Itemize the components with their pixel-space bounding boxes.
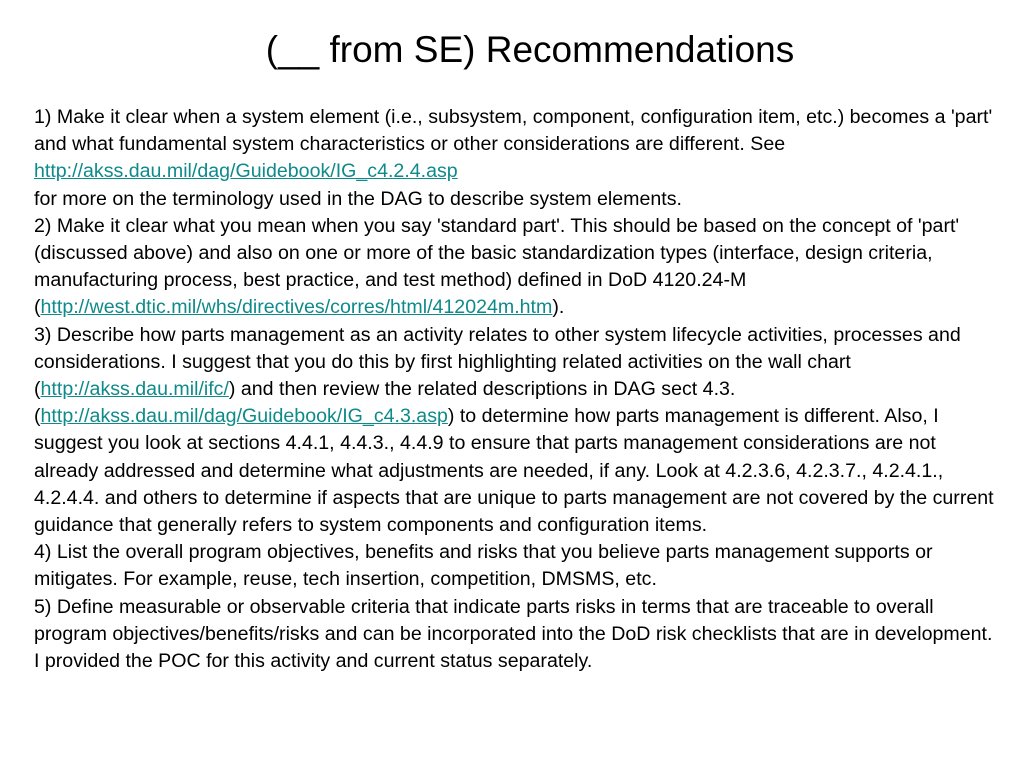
slide-title: (__ from SE) Recommendations [265, 29, 795, 70]
recommendation-1-continued: for more on the terminology used in the DAG to describe system elements. [34, 187, 682, 210]
recommendation-1-text: 1) Make it clear when a system element (i.e., subsystem, component, configuration item, etc.) becomes a 'part' and what fundamental system characteristics or other considerations are different. See [34, 106, 993, 156]
recommendation-2-text: 2) Make it clear what you mean when you say 'standard part'. This should be based on the concept of 'part' (discussed above) and also on one or more of the basic standardization types (interface, design criteria, manufacturing process, best practice, and test method) defined in DoD 4120.24-M ( [34, 214, 960, 319]
recommendation-3-text: 3) Describe how parts management as an activity relates to other system lifecycle activities, processes and considerations. I suggest that you do this by first highlighting related activities on the wall chart ( [34, 323, 961, 401]
wall-chart-link[interactable]: http://akss.dau.mil/ifc/ [40, 378, 229, 401]
guidebook-c4-2-4-link[interactable]: http://akss.dau.mil/dag/Guidebook/IG_c4.2.4.asp [34, 160, 458, 183]
dod-4120-link[interactable]: http://west.dtic.mil/whs/directives/corres/html/412024m.htm [40, 296, 553, 319]
recommendation-2 [34, 213, 994, 322]
slide-body [34, 104, 994, 675]
recommendation-3-text-end: ) to determine how parts management is different. Also, I suggest you look at sections 4.4.1, 4.4.3., 4.4.9 to ensure that parts management considerations are not already addressed and determine what adjustments are needed, if any. Look at 4.2.3.6, 4.2.3.7., 4.2.4.1., 4.2.4.4. and others to determine if aspects that are unique to parts management are not covered by the current guidance that generally refers to system components and configuration items. [34, 405, 994, 537]
recommendation-3-text-mid: ) and then review the related descriptions in DAG sect 4.3. ( [34, 378, 736, 428]
guidebook-c4-3-link[interactable]: http://akss.dau.mil/dag/Guidebook/IG_c4.3.asp [40, 405, 448, 428]
recommendation-1 [34, 104, 994, 186]
recommendation-3 [34, 322, 994, 540]
recommendation-2-text-end: ). [552, 296, 565, 319]
recommendation-5: 5) Define measurable or observable criteria that indicate parts risks in terms that are traceable to overall program objectives/benefits/risks and can be incorporated into the DoD risk checklists that are in development. I provided the POC for this activity and current status separately. [34, 595, 993, 673]
recommendation-4: 4) List the overall program objectives, benefits and risks that you believe parts management supports or mitigates. For example, reuse, tech insertion, competition, DMSMS, etc. [34, 541, 933, 591]
